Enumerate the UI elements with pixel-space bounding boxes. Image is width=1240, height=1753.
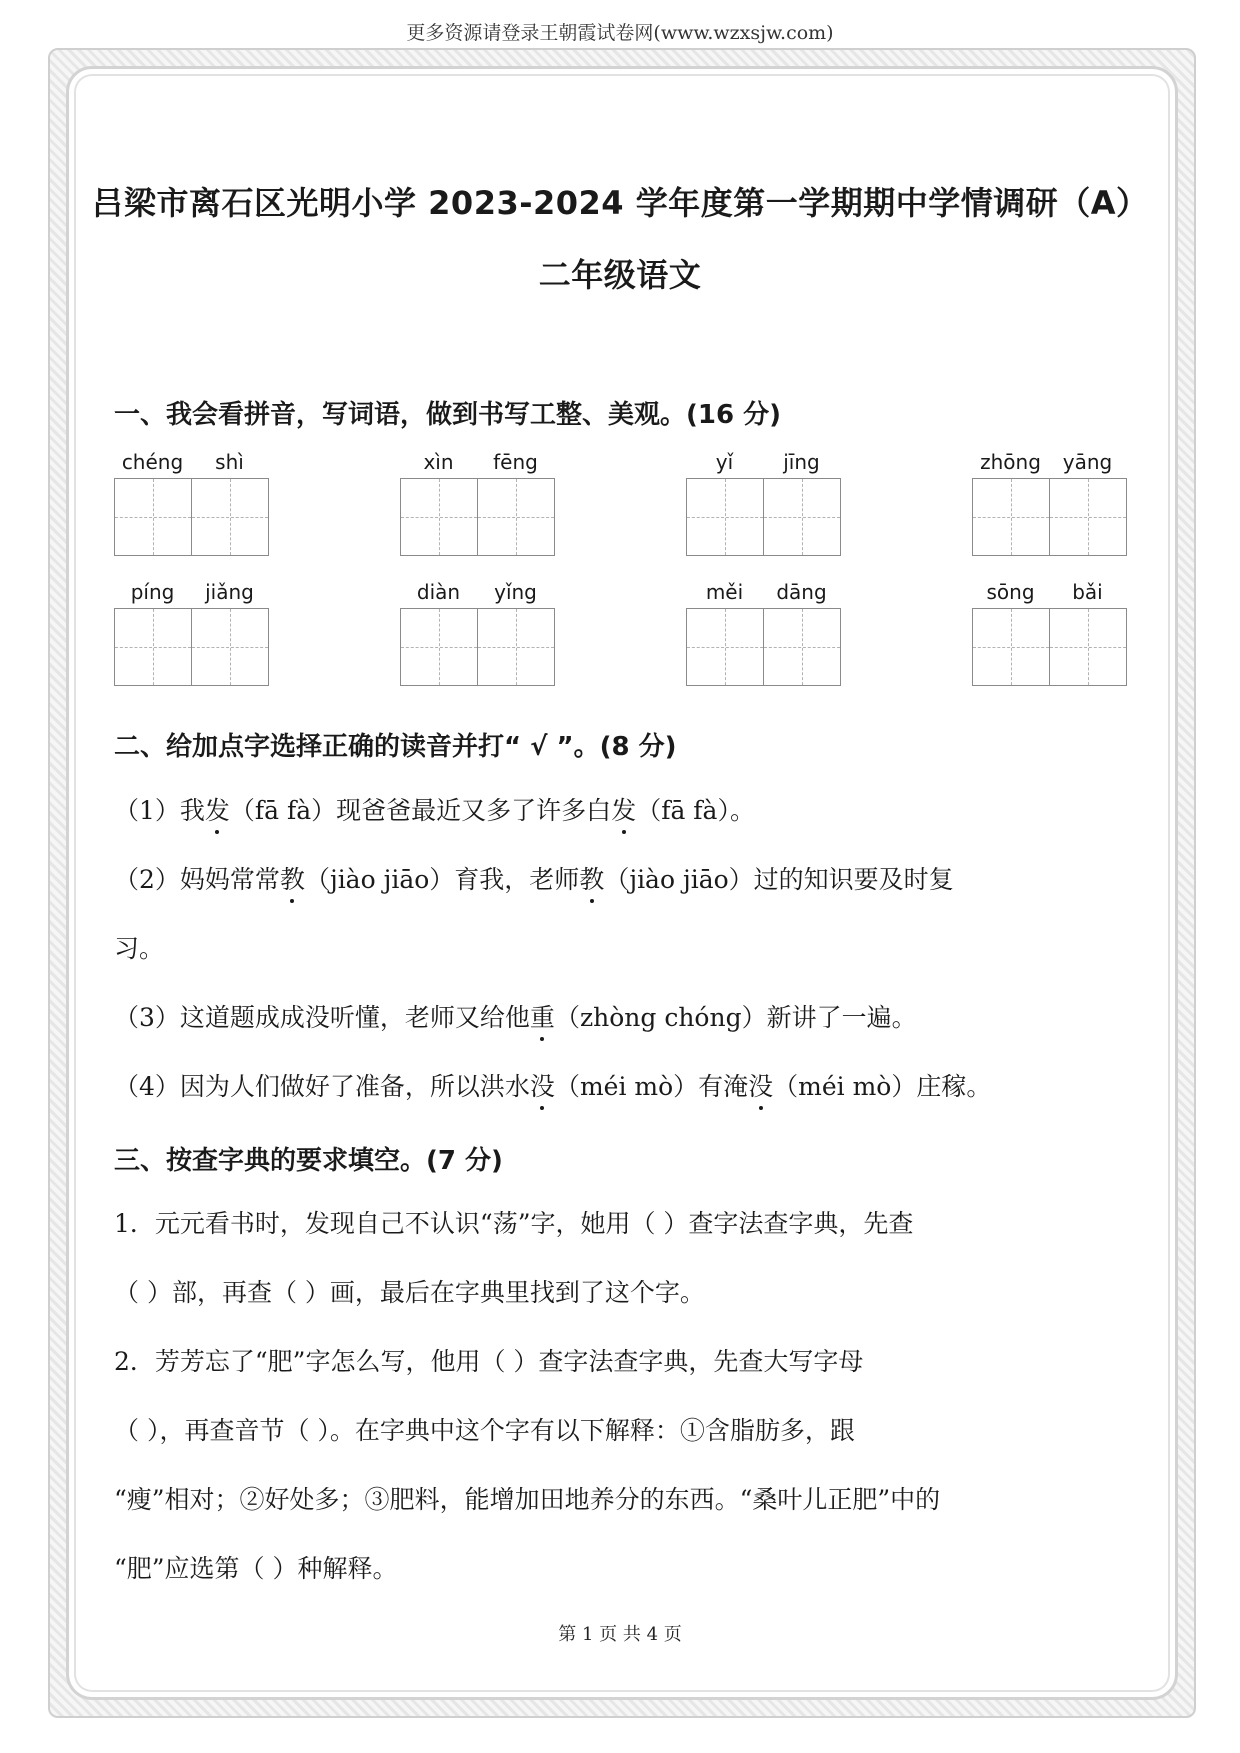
- pinyin-label: měi: [705, 580, 744, 604]
- writing-cell[interactable]: [1049, 478, 1127, 556]
- pinyin-writing-grid: [114, 448, 1126, 688]
- pinyin-label: fēng: [493, 450, 538, 474]
- pinyin-label: sōng: [986, 580, 1035, 604]
- pinyin-label: yǐng: [494, 580, 537, 604]
- writing-cell[interactable]: [686, 608, 764, 686]
- pinyin-label: píng: [130, 580, 175, 604]
- word-box: [972, 448, 1126, 556]
- question-2-2: （2）妈妈常常教（jiào jiāo）育我，老师教（jiào jiāo）过的知识要及时复: [114, 865, 954, 894]
- pinyin-label: yāng: [1062, 450, 1113, 474]
- word-box: [400, 578, 554, 686]
- word-box: [114, 578, 268, 686]
- pinyin-label: jīng: [783, 450, 820, 474]
- pinyin-label: jiǎng: [205, 580, 254, 604]
- dotted-char: 没: [529, 1072, 555, 1101]
- question-2-2-continued: 习。: [114, 934, 165, 963]
- writing-cell[interactable]: [400, 608, 478, 686]
- pinyin-label: zhōng: [980, 450, 1041, 474]
- writing-cell[interactable]: [477, 608, 555, 686]
- question-3-1-line2: （ ）部，再查（ ）画，最后在字典里找到了这个字。: [114, 1278, 705, 1307]
- word-box: [686, 448, 840, 556]
- dotted-char: 教: [579, 865, 605, 894]
- section1-heading: 一、我会看拼音，写词语，做到书写工整、美观。(16 分): [114, 400, 781, 430]
- writing-cell[interactable]: [1049, 608, 1127, 686]
- writing-cell[interactable]: [114, 608, 192, 686]
- page-number: 第 1 页 共 4 页: [558, 1624, 682, 1645]
- question-3-2-line2: （ ），再查音节（ ）。在字典中这个字有以下解释：①含脂肪多，跟: [114, 1416, 855, 1445]
- writing-cell[interactable]: [763, 608, 841, 686]
- dotted-char: 发: [204, 796, 230, 825]
- writing-cell[interactable]: [400, 478, 478, 556]
- question-2-4: （4）因为人们做好了准备，所以洪水没（méi mò）有淹没（méi mò）庄稼。: [114, 1072, 992, 1101]
- question-2-1: （1）我发（fā fà）现爸爸最近又多了许多白发（fā fà）。: [114, 796, 755, 825]
- dotted-char: 重: [529, 1003, 555, 1032]
- writing-cell[interactable]: [763, 478, 841, 556]
- dotted-char: 没: [748, 1072, 774, 1101]
- pinyin-label: bǎi: [1072, 580, 1103, 604]
- question-2-3: （3）这道题成成没听懂，老师又给他重（zhòng chóng）新讲了一遍。: [114, 1003, 917, 1032]
- section2-heading: 二、给加点字选择正确的读音并打“ √ ”。(8 分): [114, 732, 677, 762]
- pinyin-label: yǐ: [715, 450, 734, 474]
- exam-title: 吕梁市离石区光明小学 2023-2024 学年度第一学期期中学情调研（A）: [91, 184, 1149, 222]
- writing-cell[interactable]: [686, 478, 764, 556]
- word-box: [400, 448, 554, 556]
- question-3-2-line4: “肥”应选第（ ）种解释。: [114, 1554, 398, 1583]
- section3-heading: 三、按查字典的要求填空。(7 分): [114, 1146, 503, 1176]
- writing-cell[interactable]: [972, 478, 1050, 556]
- dotted-char: 发: [611, 796, 637, 825]
- question-3-2-line1: 2．芳芳忘了“肥”字怎么写，他用（ ）查字法查字典，先查大写字母: [114, 1347, 864, 1376]
- dotted-char: 教: [279, 865, 305, 894]
- exam-subtitle: 二年级语文: [538, 256, 702, 294]
- word-box: [686, 578, 840, 686]
- question-3-2-line3: “瘦”相对；②好处多；③肥料，能增加田地养分的东西。“桑叶儿正肥”中的: [114, 1485, 941, 1514]
- word-box: [114, 448, 268, 556]
- pinyin-label: chéng: [121, 450, 184, 474]
- pinyin-label: dāng: [776, 580, 827, 604]
- word-box: [972, 578, 1126, 686]
- writing-cell[interactable]: [114, 478, 192, 556]
- pinyin-label: diàn: [416, 580, 461, 604]
- pinyin-label: xìn: [423, 450, 454, 474]
- writing-cell[interactable]: [972, 608, 1050, 686]
- writing-cell[interactable]: [191, 478, 269, 556]
- source-note: 更多资源请登录王朝霞试卷网(www.wzxsjw.com): [406, 22, 834, 44]
- question-3-1-line1: 1．元元看书时，发现自己不认识“荡”字，她用（ ）查字法查字典，先查: [114, 1209, 914, 1238]
- writing-cell[interactable]: [191, 608, 269, 686]
- pinyin-label: shì: [215, 450, 244, 474]
- writing-cell[interactable]: [477, 478, 555, 556]
